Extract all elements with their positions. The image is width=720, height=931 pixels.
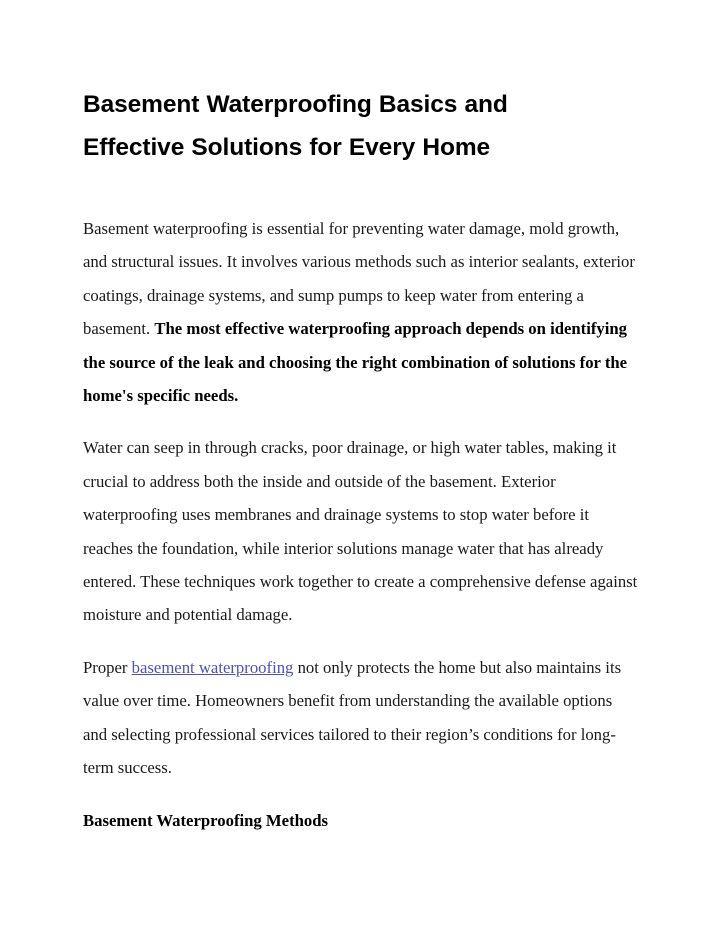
paragraph-water-seepage-text: Water can seep in through cracks, poor drainage, or high water tables, making it crucial to address both the inside and outside of the basement. Exterior waterproofing uses membranes and drainage systems to stop water before it reaches the foundation, while interior solutions manage water that has already entered. These techniques work together to create a comprehensive defense against moisture and potential damage. — [83, 438, 638, 625]
paragraph-intro-plain-text: Basement waterproofing is essential for preventing water damage, mold growth, and structural issues. It involves various methods such as interior sealants, exterior coatings, drainage systems, and sump pumps to keep water from entering a basement. — [83, 219, 635, 339]
page-title — [83, 84, 639, 169]
paragraph-intro-emphasis: The most effective waterproofing approach depends on identifying the source of the leak and choosing the right combination of solutions for the home's specific needs. — [83, 319, 628, 406]
paragraph-water-seepage — [83, 431, 639, 631]
page-title-line-1: Basement Waterproofing Basics and — [83, 91, 508, 118]
paragraph-intro — [83, 212, 639, 412]
page-title-line-2: Effective Solutions for Every Home — [83, 133, 491, 161]
paragraph-home-value-suffix: not only protects the home but also maintains its value over time. Homeowners benefit from understanding the available options and selecting professional services tailored to their region’s conditions for long-term success. — [83, 657, 622, 778]
section-heading-methods: Basement Waterproofing Methods — [83, 810, 329, 830]
paragraph-home-value-prefix: Proper — [83, 657, 132, 677]
basement-waterproofing-link[interactable]: basement waterproofing — [131, 657, 294, 677]
document-content — [83, 84, 639, 837]
paragraph-home-value — [83, 651, 639, 785]
